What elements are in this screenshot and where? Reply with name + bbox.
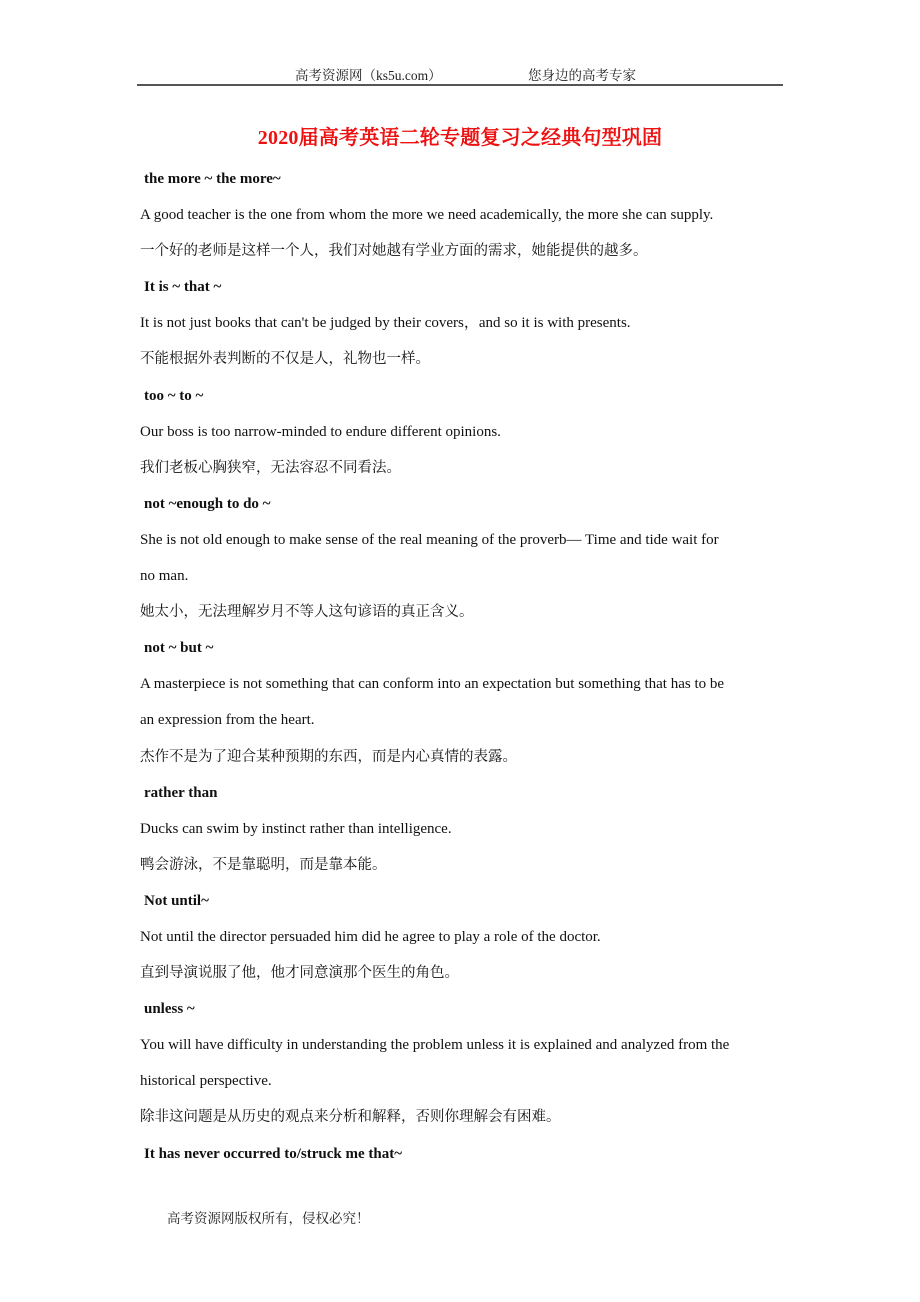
section-heading: not ~ but ~ xyxy=(144,640,214,657)
chinese-translation: 除非这问题是从历史的观点来分析和解释，否则你理解会有困难。 xyxy=(140,1109,561,1126)
section-heading: rather than xyxy=(144,784,218,801)
header-site-name: 高考资源网（ks5u.com） xyxy=(295,68,442,83)
english-example: It is not just books that can't be judged by their covers，and so it is with presents. xyxy=(140,315,631,332)
english-example-continued: no man. xyxy=(140,568,189,585)
english-example-continued: historical perspective. xyxy=(140,1073,272,1090)
english-example: A good teacher is the one from whom the more we need academically, the more she can supply. xyxy=(140,207,714,224)
section-heading: It has never occurred to/struck me that~ xyxy=(144,1145,403,1162)
english-example: She is not old enough to make sense of the real meaning of the proverb— Time and tide wait for xyxy=(140,531,719,548)
english-example: Ducks can swim by instinct rather than intelligence. xyxy=(140,820,452,837)
english-example: Our boss is too narrow-minded to endure different opinions. xyxy=(140,423,501,440)
page-footer-copyright: 高考资源网版权所有，侵权必究！ xyxy=(167,1211,370,1226)
header-slogan: 您身边的高考专家 xyxy=(528,68,636,83)
chinese-translation: 不能根据外表判断的不仅是人，礼物也一样。 xyxy=(140,351,430,368)
document-title: 2020届高考英语二轮专题复习之经典句型巩固 xyxy=(257,127,663,149)
chinese-translation: 直到导演说服了他，他才同意演那个医生的角色。 xyxy=(140,965,459,982)
section-heading: Not until~ xyxy=(144,892,209,909)
english-example: Not until the director persuaded him did he agree to play a role of the doctor. xyxy=(140,928,601,945)
document-body xyxy=(140,168,790,1179)
header-divider xyxy=(137,84,783,86)
page-header xyxy=(137,64,783,86)
chinese-translation: 一个好的老师是这样一个人，我们对她越有学业方面的需求，她能提供的越多。 xyxy=(140,243,648,260)
section-heading: It is ~ that ~ xyxy=(144,279,222,296)
english-example-continued: an expression from the heart. xyxy=(140,712,315,729)
english-example: You will have difficulty in understanding the problem unless it is explained and analyzed from the xyxy=(140,1037,730,1054)
section-heading: not ~enough to do ~ xyxy=(144,495,271,512)
english-example: A masterpiece is not something that can conform into an expectation but something that has to be xyxy=(140,676,725,693)
chinese-translation: 我们老板心胸狭窄，无法容忍不同看法。 xyxy=(140,459,401,476)
chinese-translation: 鸭会游泳，不是靠聪明，而是靠本能。 xyxy=(140,856,387,873)
chinese-translation: 杰作不是为了迎合某种预期的东西，而是内心真情的表露。 xyxy=(140,748,517,765)
chinese-translation: 她太小，无法理解岁月不等人这句谚语的真正含义。 xyxy=(140,604,474,621)
section-heading: the more ~ the more~ xyxy=(144,171,281,187)
section-heading: too ~ to ~ xyxy=(144,387,204,404)
section-heading: unless ~ xyxy=(144,1001,195,1018)
